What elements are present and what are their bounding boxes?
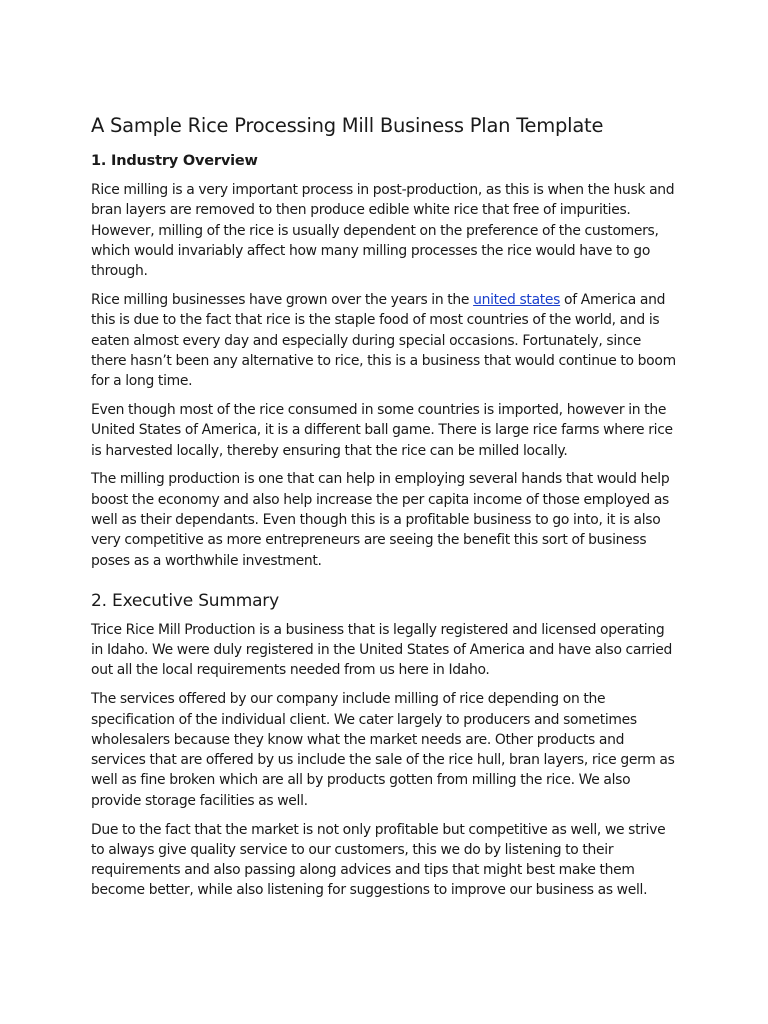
paragraph: Even though most of the rice consumed in some countries is imported, however in the United States of America, it is a different ball game. There is large rice farms where rice is harvested locally, thereby ensuring that the rice can be milled locally. — [91, 401, 673, 459]
document-title: A Sample Rice Processing Mill Business Plan Template — [91, 114, 604, 137]
section-heading-industry-overview: 1. Industry Overview — [91, 153, 258, 169]
paragraph-with-link — [91, 290, 680, 391]
paragraph: The services offered by our company include milling of rice depending on the specification of the individual client. We cater largely to producers and sometimes wholesalers because they know what the market needs are. Other products and services that are offered by us include the sale of the rice hull, bran layers, rice germ as well as fine broken which are all by products gotten from milling the rice. We also provide storage facilities as well. — [91, 691, 675, 809]
paragraph: Trice Rice Mill Production is a business that is legally registered and licensed operating in Idaho. We were duly registered in the United States of America and have also carried out all the local requirements needed from us here in Idaho. — [91, 621, 673, 679]
united-states-link[interactable]: united states — [473, 291, 561, 308]
paragraph: The milling production is one that can help in employing several hands that would help boost the economy and also help increase the per capita income of those employed as well as their dependants. Even though this is a profitable business to go into, it is also very competitive as more entrepreneurs are seeing the benefit this sort of business poses as a worthwhile investment. — [91, 471, 670, 569]
paragraph-text-before-link: Rice milling businesses have grown over the years in the — [91, 291, 474, 308]
section-executive-summary — [91, 589, 680, 901]
paragraph: Due to the fact that the market is not only profitable but competitive as well, we strive to always give quality service to our customers, this we do by listening to their requirements and also passing along advices and tips that might best make them become better, while also listening for suggestions to improve our business as well. — [91, 821, 666, 899]
paragraph-text-after-link: of America and this is due to the fact that rice is the staple food of most countries of the world, and is eaten almost every day and especially during special occasions. Fortunately, since there hasn’t been any alternative to rice, this is a business that would continue to boom for a long time. — [91, 291, 676, 390]
section-industry-overview — [91, 150, 680, 571]
paragraph: Rice milling is a very important process in post-production, as this is when the husk and bran layers are removed to then produce edible white rice that free of impurities. However, milling of the rice is usually dependent on the preference of the customers, which would invariably affect how many milling processes the rice would have to go through. — [91, 182, 675, 280]
section-heading-executive-summary: 2. Executive Summary — [91, 590, 279, 611]
